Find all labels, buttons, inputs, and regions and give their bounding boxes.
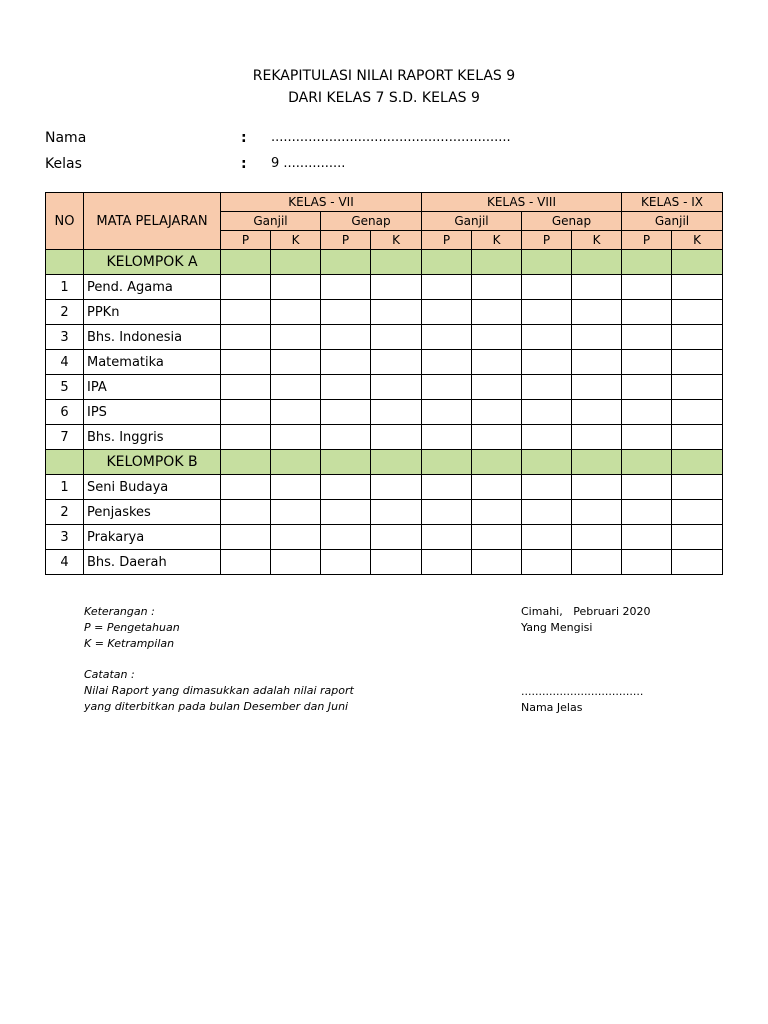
subject-name: Matematika bbox=[84, 350, 221, 375]
group-fill-cell bbox=[572, 450, 622, 475]
catatan-notes bbox=[84, 667, 354, 715]
place-date: Cimahi, Pebruari 2020 bbox=[521, 605, 651, 618]
catatan-line2: yang diterbitkan pada bulan Desember dan Juni bbox=[84, 700, 349, 713]
grade-cell[interactable] bbox=[622, 375, 672, 400]
grade-cell[interactable] bbox=[321, 525, 371, 550]
group-fill-cell bbox=[271, 250, 321, 275]
grade-cell[interactable] bbox=[522, 525, 572, 550]
grade-cell[interactable] bbox=[321, 375, 371, 400]
grade-cell[interactable] bbox=[472, 475, 522, 500]
grade-cell[interactable] bbox=[321, 500, 371, 525]
p-description: P = Pengetahuan bbox=[84, 621, 180, 634]
grade-cell[interactable] bbox=[422, 475, 472, 500]
grade-cell[interactable] bbox=[672, 375, 723, 400]
grade-cell[interactable] bbox=[422, 550, 472, 575]
p-header: P bbox=[321, 231, 371, 250]
group-fill-cell bbox=[371, 450, 422, 475]
grade-cell[interactable] bbox=[321, 400, 371, 425]
grade-cell[interactable] bbox=[572, 500, 622, 525]
subject-name: IPA bbox=[84, 375, 221, 400]
grade-cell[interactable] bbox=[271, 525, 321, 550]
grade-cell[interactable] bbox=[371, 525, 422, 550]
grade-cell[interactable] bbox=[622, 500, 672, 525]
grade-cell[interactable] bbox=[422, 425, 472, 450]
subject-name: Penjaskes bbox=[84, 500, 221, 525]
grade-cell[interactable] bbox=[271, 300, 321, 325]
grade-cell[interactable] bbox=[422, 375, 472, 400]
grade-cell[interactable] bbox=[622, 425, 672, 450]
k-header: K bbox=[672, 231, 723, 250]
row-number: 6 bbox=[46, 400, 84, 425]
group-fill-cell bbox=[221, 250, 271, 275]
grade-cell[interactable] bbox=[422, 500, 472, 525]
grade-cell[interactable] bbox=[371, 400, 422, 425]
grade-cell[interactable] bbox=[422, 350, 472, 375]
table-row bbox=[46, 425, 723, 450]
grade-cell[interactable] bbox=[422, 275, 472, 300]
grade-cell[interactable] bbox=[221, 500, 271, 525]
document-title-line1: REKAPITULASI NILAI RAPORT KELAS 9 bbox=[252, 68, 516, 84]
grade-cell[interactable] bbox=[472, 375, 522, 400]
grade-cell[interactable] bbox=[321, 550, 371, 575]
grade-cell[interactable] bbox=[572, 325, 622, 350]
grade-cell[interactable] bbox=[321, 300, 371, 325]
table-row bbox=[46, 500, 723, 525]
grade-cell[interactable] bbox=[672, 425, 723, 450]
grade-cell[interactable] bbox=[371, 375, 422, 400]
group-row bbox=[46, 250, 723, 275]
grade-cell[interactable] bbox=[522, 550, 572, 575]
grade-cell[interactable] bbox=[472, 550, 522, 575]
grade-cell[interactable] bbox=[572, 400, 622, 425]
grade-cell[interactable] bbox=[271, 350, 321, 375]
subject-name: Bhs. Inggris bbox=[84, 425, 221, 450]
grade-cell[interactable] bbox=[371, 475, 422, 500]
p-header: P bbox=[422, 231, 472, 250]
grade-cell[interactable] bbox=[522, 350, 572, 375]
signature-block bbox=[521, 604, 651, 716]
grade-cell[interactable] bbox=[321, 425, 371, 450]
p-header: P bbox=[221, 231, 271, 250]
no-header: NO bbox=[46, 193, 84, 250]
table-row bbox=[46, 275, 723, 300]
grade-cell[interactable] bbox=[522, 425, 572, 450]
viii-genap-header: Genap bbox=[522, 212, 622, 231]
grade-cell[interactable] bbox=[221, 525, 271, 550]
grade-cell[interactable] bbox=[221, 425, 271, 450]
grade-cell[interactable] bbox=[221, 475, 271, 500]
grade-cell[interactable] bbox=[221, 275, 271, 300]
group-fill-cell bbox=[221, 450, 271, 475]
grade-cell[interactable] bbox=[622, 550, 672, 575]
kelas-ix-header: KELAS - IX bbox=[622, 193, 723, 212]
group-fill-cell bbox=[371, 250, 422, 275]
grade-cell[interactable] bbox=[271, 275, 321, 300]
grade-cell[interactable] bbox=[522, 400, 572, 425]
grade-cell[interactable] bbox=[672, 475, 723, 500]
grade-cell[interactable] bbox=[622, 400, 672, 425]
class-colon: : bbox=[241, 156, 247, 172]
grade-cell[interactable] bbox=[572, 550, 622, 575]
table-row bbox=[46, 325, 723, 350]
grade-cell[interactable] bbox=[221, 325, 271, 350]
group-fill-cell bbox=[321, 450, 371, 475]
grade-cell[interactable] bbox=[271, 550, 321, 575]
grade-cell[interactable] bbox=[522, 375, 572, 400]
grade-cell[interactable] bbox=[572, 375, 622, 400]
row-number: 1 bbox=[46, 275, 84, 300]
catatan-label: Catatan : bbox=[84, 668, 135, 681]
grade-cell[interactable] bbox=[271, 400, 321, 425]
grade-cell[interactable] bbox=[472, 275, 522, 300]
grade-cell[interactable] bbox=[522, 500, 572, 525]
grade-cell[interactable] bbox=[672, 525, 723, 550]
grade-cell[interactable] bbox=[522, 475, 572, 500]
subject-name: Pend. Agama bbox=[84, 275, 221, 300]
grade-cell[interactable] bbox=[622, 350, 672, 375]
subject-header: MATA PELAJARAN bbox=[84, 193, 221, 250]
row-number: 4 bbox=[46, 550, 84, 575]
class-value: 9 ............... bbox=[271, 156, 346, 171]
group-fill-cell bbox=[422, 250, 472, 275]
p-header: P bbox=[522, 231, 572, 250]
grades-table bbox=[45, 192, 723, 575]
grade-cell[interactable] bbox=[622, 525, 672, 550]
subject-name: PPKn bbox=[84, 300, 221, 325]
grade-cell[interactable] bbox=[371, 275, 422, 300]
grade-cell[interactable] bbox=[472, 400, 522, 425]
grade-cell[interactable] bbox=[572, 350, 622, 375]
p-header: P bbox=[622, 231, 672, 250]
group-fill-cell bbox=[271, 450, 321, 475]
group-row bbox=[46, 450, 723, 475]
k-header: K bbox=[572, 231, 622, 250]
grade-cell[interactable] bbox=[271, 325, 321, 350]
subject-name: Seni Budaya bbox=[84, 475, 221, 500]
grade-cell[interactable] bbox=[221, 300, 271, 325]
group-no-cell bbox=[46, 250, 84, 275]
grade-cell[interactable] bbox=[572, 425, 622, 450]
grade-cell[interactable] bbox=[572, 475, 622, 500]
subject-name: Bhs. Indonesia bbox=[84, 325, 221, 350]
group-fill-cell bbox=[422, 450, 472, 475]
kelas-viii-header: KELAS - VIII bbox=[422, 193, 622, 212]
grade-cell[interactable] bbox=[221, 350, 271, 375]
viii-ganjil-header: Ganjil bbox=[422, 212, 522, 231]
grade-cell[interactable] bbox=[271, 375, 321, 400]
grade-cell[interactable] bbox=[622, 275, 672, 300]
name-colon: : bbox=[241, 130, 247, 146]
grade-cell[interactable] bbox=[422, 325, 472, 350]
grade-cell[interactable] bbox=[472, 300, 522, 325]
row-number: 3 bbox=[46, 325, 84, 350]
grade-cell[interactable] bbox=[271, 425, 321, 450]
table-row bbox=[46, 525, 723, 550]
group-fill-cell bbox=[622, 450, 672, 475]
grade-cell[interactable] bbox=[371, 500, 422, 525]
grade-cell[interactable] bbox=[422, 300, 472, 325]
group-fill-cell bbox=[672, 250, 723, 275]
grade-cell[interactable] bbox=[422, 400, 472, 425]
grade-cell[interactable] bbox=[472, 425, 522, 450]
grade-cell[interactable] bbox=[672, 325, 723, 350]
name-value: .......................................................... bbox=[271, 130, 511, 145]
grade-cell[interactable] bbox=[672, 500, 723, 525]
name-label: Nama bbox=[45, 130, 87, 146]
subject-name: Prakarya bbox=[84, 525, 221, 550]
signer-role: Yang Mengisi bbox=[521, 621, 593, 634]
row-number: 1 bbox=[46, 475, 84, 500]
kelas-vii-header: KELAS - VII bbox=[221, 193, 422, 212]
grade-cell[interactable] bbox=[371, 325, 422, 350]
keterangan-label: Keterangan : bbox=[84, 605, 155, 618]
grade-cell[interactable] bbox=[271, 475, 321, 500]
vii-ganjil-header: Ganjil bbox=[221, 212, 321, 231]
k-description: K = Ketrampilan bbox=[84, 637, 175, 650]
row-number: 5 bbox=[46, 375, 84, 400]
table-row bbox=[46, 300, 723, 325]
grade-cell[interactable] bbox=[321, 350, 371, 375]
grade-cell[interactable] bbox=[371, 350, 422, 375]
group-fill-cell bbox=[572, 250, 622, 275]
signer-name-label: Nama Jelas bbox=[521, 701, 583, 714]
vii-genap-header: Genap bbox=[321, 212, 422, 231]
k-header: K bbox=[371, 231, 422, 250]
group-label: KELOMPOK B bbox=[84, 450, 221, 475]
grade-cell[interactable] bbox=[371, 550, 422, 575]
grade-cell[interactable] bbox=[672, 300, 723, 325]
k-header: K bbox=[271, 231, 321, 250]
subject-name: IPS bbox=[84, 400, 221, 425]
table-row bbox=[46, 550, 723, 575]
grade-cell[interactable] bbox=[472, 500, 522, 525]
group-no-cell bbox=[46, 450, 84, 475]
grade-cell[interactable] bbox=[672, 350, 723, 375]
row-number: 2 bbox=[46, 300, 84, 325]
grade-cell[interactable] bbox=[321, 275, 371, 300]
group-fill-cell bbox=[672, 450, 723, 475]
grade-cell[interactable] bbox=[622, 300, 672, 325]
grade-cell[interactable] bbox=[472, 525, 522, 550]
group-fill-cell bbox=[622, 250, 672, 275]
grade-cell[interactable] bbox=[472, 325, 522, 350]
table-row bbox=[46, 475, 723, 500]
grade-cell[interactable] bbox=[371, 300, 422, 325]
document-title-line2: DARI KELAS 7 S.D. KELAS 9 bbox=[288, 90, 480, 106]
grade-cell[interactable] bbox=[221, 375, 271, 400]
table-row bbox=[46, 375, 723, 400]
row-number: 4 bbox=[46, 350, 84, 375]
grade-cell[interactable] bbox=[472, 350, 522, 375]
grade-cell[interactable] bbox=[221, 400, 271, 425]
grade-cell[interactable] bbox=[672, 400, 723, 425]
group-fill-cell bbox=[472, 450, 522, 475]
grade-cell[interactable] bbox=[321, 325, 371, 350]
class-label: Kelas bbox=[45, 156, 82, 172]
ix-ganjil-header: Ganjil bbox=[622, 212, 723, 231]
grade-cell[interactable] bbox=[522, 325, 572, 350]
grade-cell[interactable] bbox=[271, 500, 321, 525]
row-number: 2 bbox=[46, 500, 84, 525]
group-fill-cell bbox=[522, 450, 572, 475]
legend-notes bbox=[84, 604, 180, 652]
grade-cell[interactable] bbox=[371, 425, 422, 450]
grade-cell[interactable] bbox=[672, 550, 723, 575]
grade-cell[interactable] bbox=[522, 300, 572, 325]
grade-cell[interactable] bbox=[572, 275, 622, 300]
row-number: 3 bbox=[46, 525, 84, 550]
signature-line: ................................... bbox=[521, 685, 644, 698]
group-fill-cell bbox=[522, 250, 572, 275]
grade-cell[interactable] bbox=[221, 550, 271, 575]
table-row bbox=[46, 400, 723, 425]
grade-cell[interactable] bbox=[622, 325, 672, 350]
group-label: KELOMPOK A bbox=[84, 250, 221, 275]
grade-cell[interactable] bbox=[572, 300, 622, 325]
grade-cell[interactable] bbox=[321, 475, 371, 500]
grade-cell[interactable] bbox=[572, 525, 622, 550]
grade-cell[interactable] bbox=[622, 475, 672, 500]
row-number: 7 bbox=[46, 425, 84, 450]
group-fill-cell bbox=[321, 250, 371, 275]
grade-cell[interactable] bbox=[672, 275, 723, 300]
catatan-line1: Nilai Raport yang dimasukkan adalah nilai raport bbox=[84, 684, 354, 697]
subject-name: Bhs. Daerah bbox=[84, 550, 221, 575]
group-fill-cell bbox=[472, 250, 522, 275]
k-header: K bbox=[472, 231, 522, 250]
grade-cell[interactable] bbox=[422, 525, 472, 550]
table-row bbox=[46, 350, 723, 375]
grade-cell[interactable] bbox=[522, 275, 572, 300]
